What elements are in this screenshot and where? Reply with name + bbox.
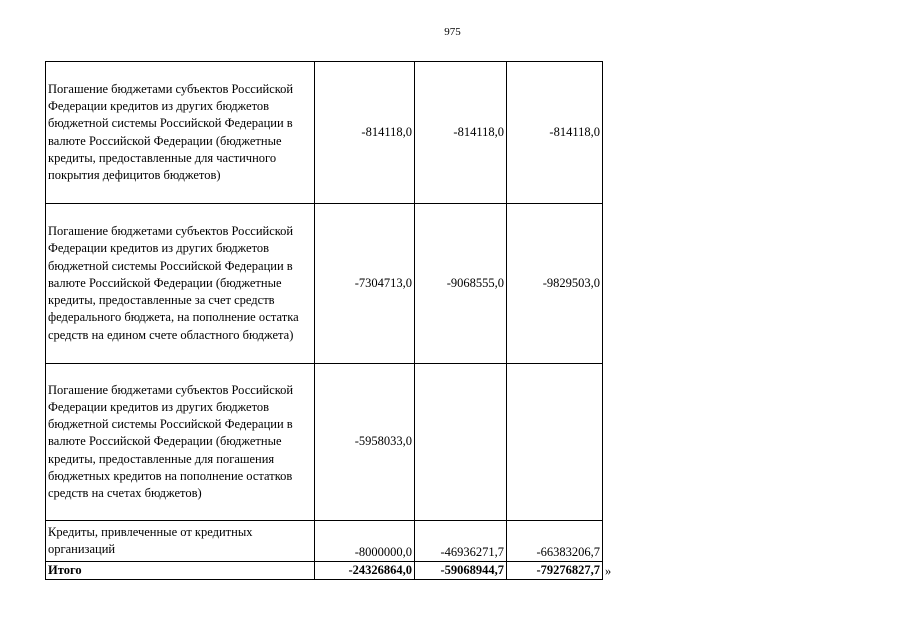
value-year-2: -46936271,7 <box>415 521 507 562</box>
total-year-1: -24326864,0 <box>315 562 415 580</box>
value-year-1: -5958033,0 <box>315 364 415 521</box>
row-label: Погашение бюджетами субъектов Российской Федерации кредитов из других бюджетов бюджетной системы Российской Федерации в валюте Российской Федерации (бюджетные кредиты, предоставленные за счет средств федерального бюджета, на пополнение остатка средств на едином счете областного бюджета) <box>46 204 315 364</box>
row-label: Погашение бюджетами субъектов Российской Федерации кредитов из других бюджетов бюджетной системы Российской Федерации в валюте Российской Федерации (бюджетные кредиты, предоставленные для частичного покрытия дефицитов бюджетов) <box>46 62 315 204</box>
table-row <box>46 204 603 364</box>
closing-quote: » <box>605 564 612 578</box>
value-year-3: -66383206,7 <box>507 521 603 562</box>
total-row <box>46 562 603 580</box>
table-row <box>46 62 603 204</box>
total-label: Итого <box>46 562 315 580</box>
page-number: 975 <box>444 26 461 38</box>
total-year-3: -79276827,7 <box>507 562 603 580</box>
value-year-1: -8000000,0 <box>315 521 415 562</box>
total-year-2: -59068944,7 <box>415 562 507 580</box>
value-year-2: -814118,0 <box>415 62 507 204</box>
value-year-2: -9068555,0 <box>415 204 507 364</box>
budget-sources-table <box>45 61 603 580</box>
value-year-1: -7304713,0 <box>315 204 415 364</box>
row-label: Кредиты, привлеченные от кредитных организаций <box>46 521 315 562</box>
row-label: Погашение бюджетами субъектов Российской Федерации кредитов из других бюджетов бюджетной системы Российской Федерации в валюте Российской Федерации (бюджетные кредиты, предоставленные для погашения бюджетных кредитов на пополнение остатков средств на счетах бюджетов) <box>46 364 315 521</box>
value-year-3: -814118,0 <box>507 62 603 204</box>
value-year-3: -9829503,0 <box>507 204 603 364</box>
table-row <box>46 364 603 521</box>
table-row <box>46 521 603 562</box>
value-year-3 <box>507 364 603 521</box>
value-year-2 <box>415 364 507 521</box>
value-year-1: -814118,0 <box>315 62 415 204</box>
